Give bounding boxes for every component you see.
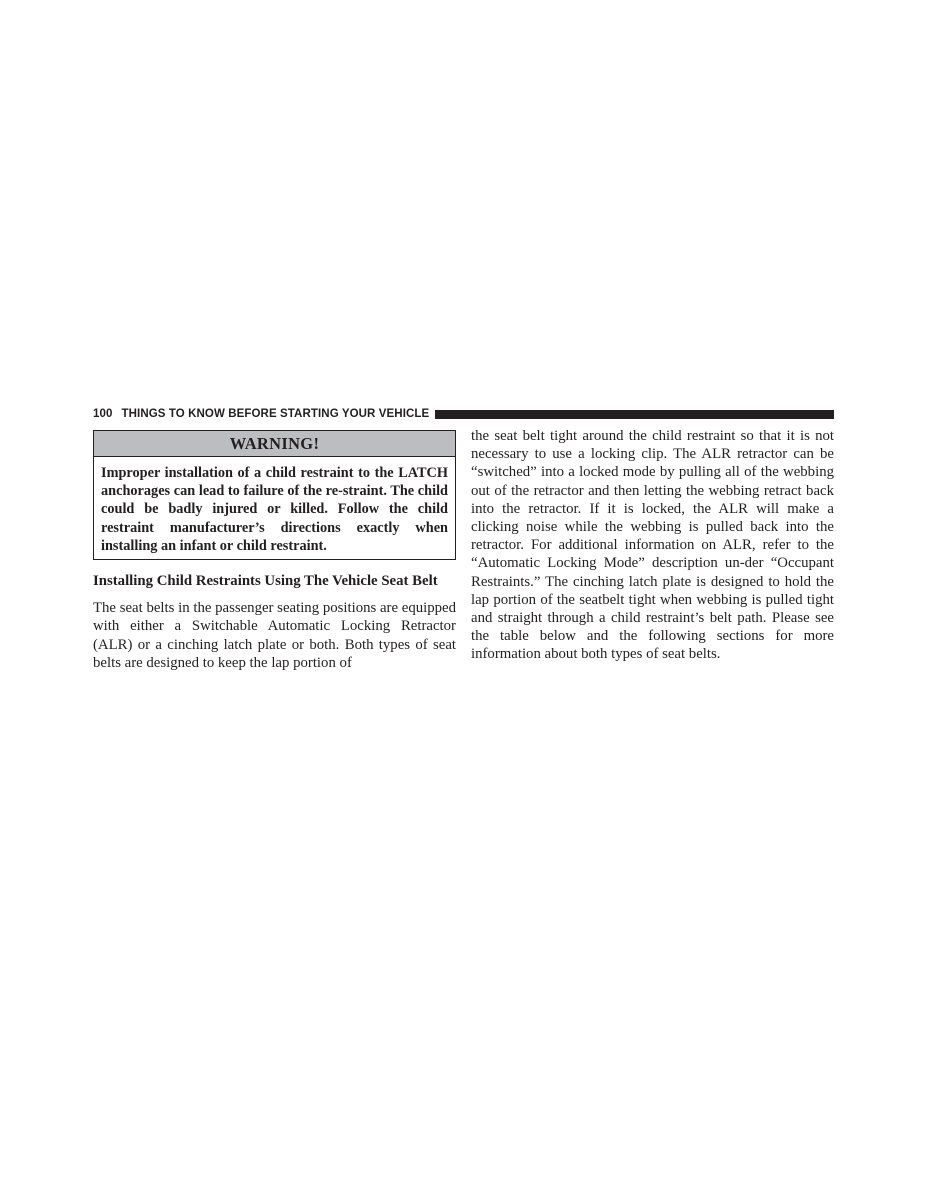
header-rule xyxy=(435,410,834,419)
page-number: 100 xyxy=(93,408,113,420)
body-paragraph-left: The seat belts in the passenger seating positions are equipped with either a Switchable Automatic Locking Retractor (ALR) or a cinching latch plate or both. Both types of seat belts are designed to keep the lap portion of xyxy=(93,600,456,671)
section-title: THINGS TO KNOW BEFORE STARTING YOUR VEHICLE xyxy=(121,408,430,420)
page-header xyxy=(93,406,834,422)
left-column xyxy=(93,430,456,672)
warning-body: Improper installation of a child restraint to the LATCH anchorages can lead to failure of the re-straint. The child could be badly injured or killed. Follow the child restraint manufacturer’s directions exactly when installing an infant or child restraint. xyxy=(101,465,448,554)
right-column xyxy=(471,427,834,664)
warning-box xyxy=(93,430,456,560)
body-paragraph-right: the seat belt tight around the child restraint so that it is not necessary to use a locking clip. The ALR retractor can be “switched” into a locked mode by pulling all of the webbing out of the retractor and then letting the webbing retract back into the retractor. If it is locked, the ALR will make a clicking noise while the webbing is pulled back into the retractor. For additional information on ALR, refer to the “Automatic Locking Mode” description un-der “Occupant Restraints.” The cinching latch plate is designed to hold the lap portion of the seatbelt tight when webbing is pulled tight and straight through a child restraint’s belt path. Please see the table below and the following sections for more information about both types of seat belts. xyxy=(471,428,834,663)
warning-title: WARNING! xyxy=(94,431,455,457)
section-heading: Installing Child Restraints Using The Vehicle Seat Belt xyxy=(93,573,438,590)
